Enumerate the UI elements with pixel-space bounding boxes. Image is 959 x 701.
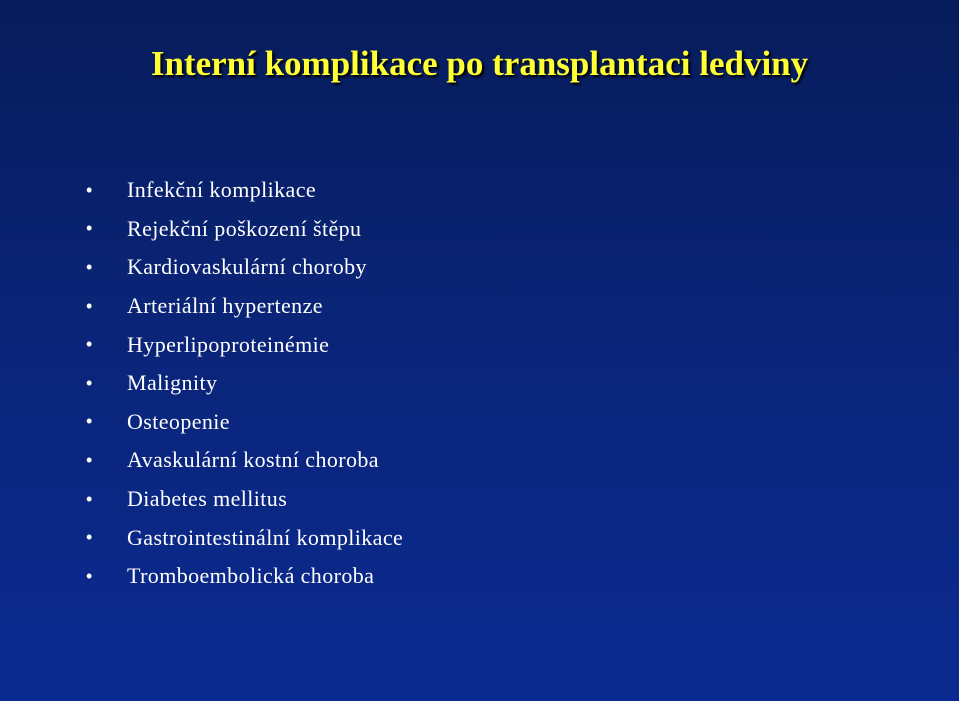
list-item-text: Gastrointestinální komplikace [127, 524, 404, 550]
list-item [86, 171, 403, 210]
list-item [86, 325, 403, 364]
list-item-text: Malignity [127, 370, 218, 396]
bullet-icon: • [86, 527, 93, 548]
bullet-icon: • [86, 256, 93, 277]
list-item-text: Infekční komplikace [127, 177, 317, 203]
bullet-icon: • [86, 372, 93, 393]
bullet-list [86, 171, 403, 596]
list-item [86, 403, 403, 442]
list-item [86, 364, 403, 403]
list-item [86, 441, 403, 480]
list-item-text: Tromboembolická choroba [127, 563, 375, 589]
list-item [86, 248, 403, 287]
list-item [86, 480, 403, 519]
list-item-text: Rejekční poškození štěpu [127, 215, 362, 241]
bullet-icon: • [86, 179, 93, 200]
list-item [86, 557, 403, 596]
list-item-text: Avaskulární kostní choroba [127, 447, 379, 473]
bullet-icon: • [86, 218, 93, 239]
list-item [86, 210, 403, 249]
bullet-icon: • [86, 334, 93, 355]
bullet-icon: • [86, 295, 93, 316]
list-item-text: Kardiovaskulární choroby [127, 254, 367, 280]
slide-title: Interní komplikace po transplantaci ledviny [150, 44, 809, 83]
list-item-text: Diabetes mellitus [127, 486, 288, 512]
list-item-text: Arteriální hypertenze [127, 293, 323, 319]
bullet-icon: • [86, 565, 93, 586]
bullet-icon: • [86, 411, 93, 432]
bullet-icon: • [86, 449, 93, 470]
list-item [86, 518, 403, 557]
bullet-icon: • [86, 488, 93, 509]
list-item [86, 287, 403, 326]
list-item-text: Osteopenie [127, 408, 230, 434]
list-item-text: Hyperlipoproteinémie [127, 331, 330, 357]
